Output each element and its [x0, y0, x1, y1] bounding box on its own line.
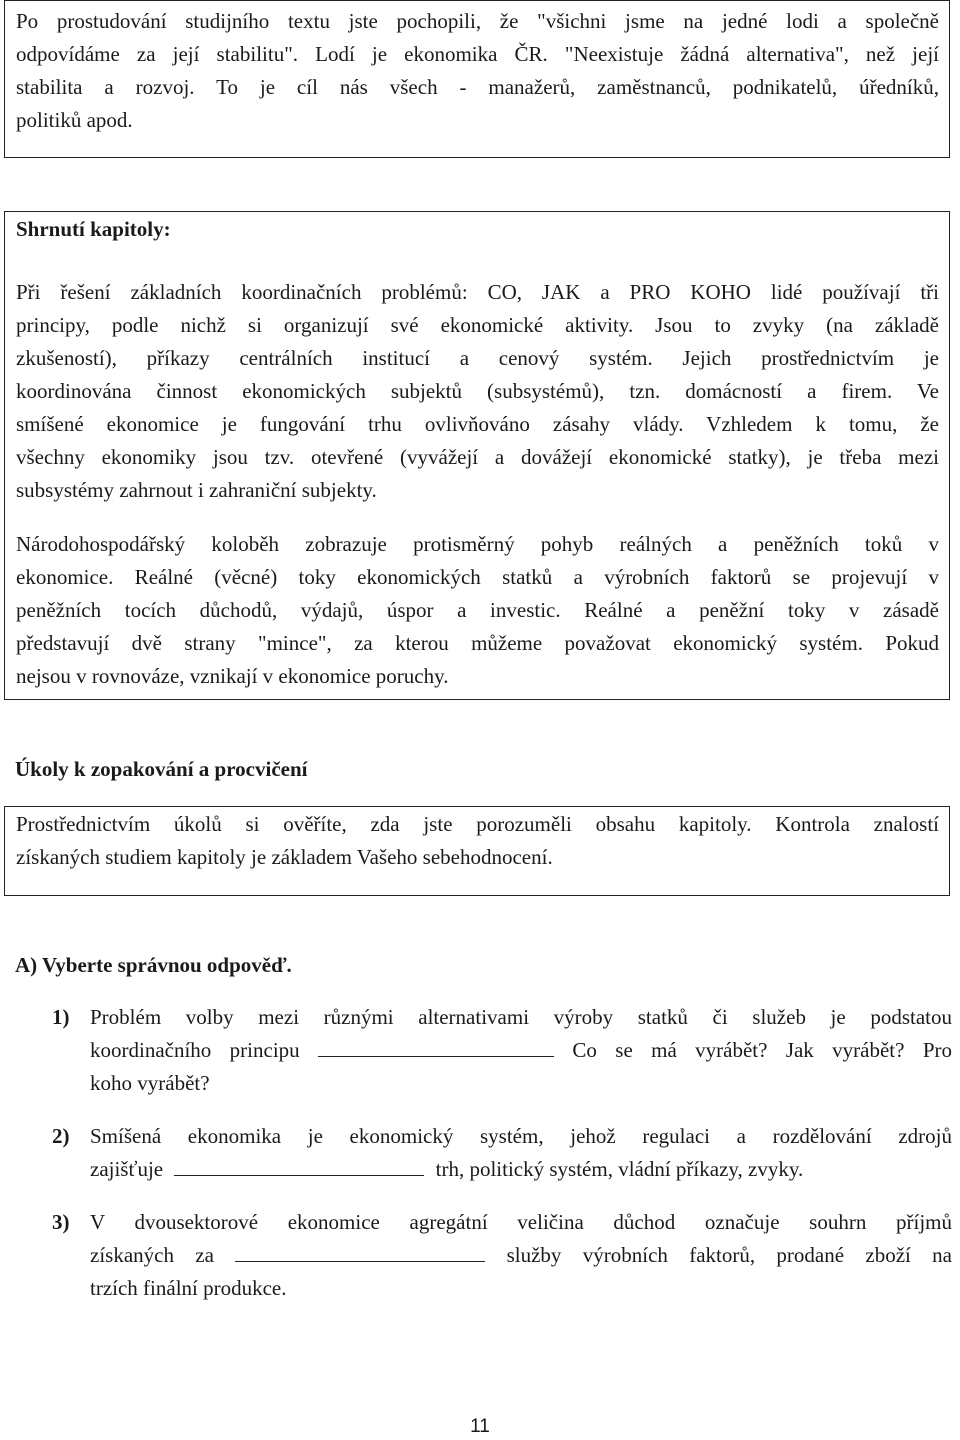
question-line [90, 1034, 952, 1067]
question-line: Problém volby mezi různými alternativami výroby statků či služeb je podstatou [90, 1005, 952, 1029]
intro-box [4, 0, 950, 158]
summary-heading: Shrnutí kapitoly: [16, 217, 171, 241]
question-line [90, 1153, 952, 1186]
answer-blank[interactable] [318, 1034, 554, 1057]
tasks-box [4, 806, 950, 896]
answer-blank[interactable] [235, 1239, 485, 1262]
summary-line: smíšené ekonomice je fungování trhu ovlivňováno zásahy vlády. Vzhledem k tomu, že [16, 412, 939, 436]
question-line [90, 1239, 952, 1272]
summary-box [4, 211, 950, 700]
intro-line: stabilita a rozvoj. To je cíl nás všech - manažerů, zaměstnanců, podnikatelů, úředníků, [16, 75, 939, 99]
question-line: Smíšená ekonomika je ekonomický systém, jehož regulaci a rozdělování zdrojů [90, 1124, 952, 1148]
question-body [90, 1120, 952, 1186]
question-line: trzích finální produkce. [90, 1276, 287, 1300]
question-line: V dvousektorové ekonomice agregátní veličina důchod označuje souhrn příjmů [90, 1210, 952, 1234]
intro-line: Po prostudování studijního textu jste pochopili, že "všichni jsme na jedné lodi a společně [16, 9, 939, 33]
summary-line: nejsou v rovnováze, vznikají v ekonomice poruchy. [16, 664, 449, 688]
intro-line: politiků apod. [16, 108, 133, 132]
question-text: získaných za [90, 1243, 214, 1267]
question-number: 2) [52, 1124, 70, 1148]
tasks-heading: Úkoly k zopakování a procvičení [15, 757, 308, 781]
summary-line: subsystémy zahrnout i zahraniční subjekty. [16, 478, 377, 502]
question-number: 1) [52, 1005, 70, 1029]
intro-line: odpovídáme za její stabilitu". Lodí je ekonomika ČR. "Neexistuje žádná alternativa", než její [16, 42, 939, 66]
section-a-heading: A) Vyberte správnou odpověď. [15, 953, 292, 977]
summary-line: ekonomice. Reálné (věcné) toky ekonomických statků a výrobních faktorů se projevují v [16, 565, 939, 589]
summary-line: Národohospodářský koloběh zobrazuje protisměrný pohyb reálných a peněžních toků v [16, 532, 939, 556]
tasks-line: Prostřednictvím úkolů si ověříte, zda jste porozuměli obsahu kapitoly. Kontrola znalostí [16, 812, 939, 836]
question-body [90, 1001, 952, 1100]
summary-line: koordinována činnost ekonomických subjektů (subsystémů), tzn. domácností a firem. Ve [16, 379, 939, 403]
summary-line: všechny ekonomiky jsou tzv. otevřené (vyvážejí a dovážejí ekonomické statky), je třeba mezi [16, 445, 939, 469]
question-text: zajišťuje [90, 1157, 164, 1181]
summary-line: peněžních tocích důchodů, výdajů, úspor a investic. Reálné a peněžní toky v zásadě [16, 598, 939, 622]
page-number: 11 [470, 1416, 490, 1437]
question-body [90, 1206, 952, 1305]
answer-blank[interactable] [174, 1153, 424, 1176]
question-text: služby výrobních faktorů, prodané zboží na [506, 1243, 952, 1267]
summary-line: principy, podle nichž si organizují své ekonomické aktivity. Jsou to zvyky (na základě [16, 313, 939, 337]
question-text: koordinačního principu [90, 1038, 300, 1062]
tasks-line: získaných studiem kapitoly je základem Vašeho sebehodnocení. [16, 845, 553, 869]
summary-line: zkušeností), příkazy centrálních institucí a cenový systém. Jejich prostřednictvím je [16, 346, 939, 370]
question-text: Co se má vyrábět? Jak vyrábět? Pro [572, 1038, 953, 1062]
summary-line: Při řešení základních koordinačních problémů: CO, JAK a PRO KOHO lidé používají tři [16, 280, 939, 304]
question-number: 3) [52, 1210, 70, 1234]
summary-line: představují dvě strany "mince", za kterou můžeme považovat ekonomický systém. Pokud [16, 631, 939, 655]
question-text: trh, politický systém, vládní příkazy, zvyky. [435, 1157, 804, 1181]
question-line: koho vyrábět? [90, 1071, 210, 1095]
